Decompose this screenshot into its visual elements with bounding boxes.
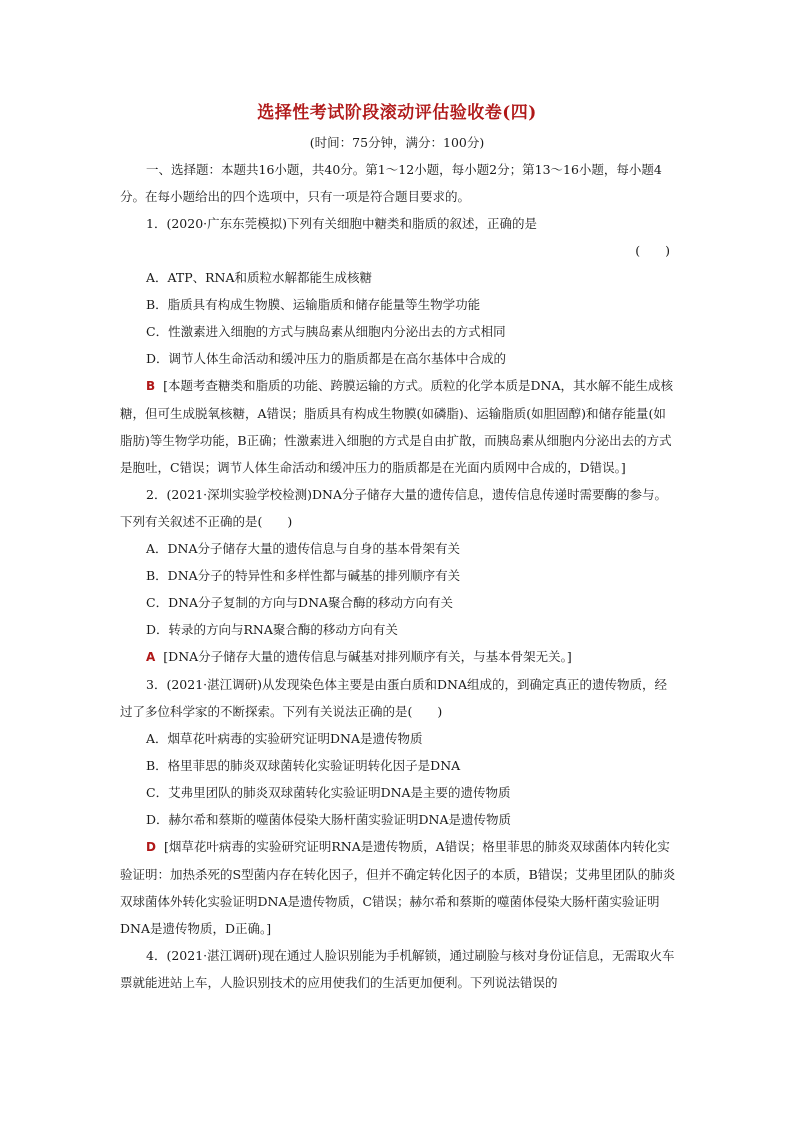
question-stem: 1．(2020·广东东莞模拟)下列有关细胞中糖类和脂质的叙述，正确的是 [146, 216, 537, 231]
explanation-text: [DNA分子储存大量的遗传信息与碱基对排列顺序有关，与基本骨架无关。] [163, 649, 572, 664]
option-a: A．ATP、RNA和质粒水解都能生成核糖 [146, 270, 372, 285]
option-d: D．赫尔希和蔡斯的噬菌体侵染大肠杆菌实验证明DNA是遗传物质 [146, 812, 512, 827]
option-c: C．艾弗里团队的肺炎双球菌转化实验证明DNA是主要的遗传物质 [146, 785, 511, 800]
answer-letter: D [146, 840, 156, 854]
page-title: 选择性考试阶段滚动评估验收卷(四) [257, 103, 537, 123]
answer-letter: A [146, 650, 156, 664]
explanation-text: [本题考查糖类和脂质的功能、跨膜运输的方式。质粒的化学本质是DNA，其水解不能生成核糖，但可生成脱氧核糖，A错误；脂质具有构成生物膜(如磷脂)、运输脂质(如胆固醇)和储存能量(如脂肪)等生物学功能，B正确；性激素进入细胞的方式是自由扩散，而胰岛素从细胞内分泌出去的方式是胞吐，C错误；调节人体生命活动和缓冲压力的脂质都是在光面内质网中合成的，D错误。] [120, 378, 674, 475]
question-stem: 4．(2021·湛江调研)现在通过人脸识别能为手机解锁，通过刷脸与核对身份证信息，无需取火车票就能进站上车，人脸识别技术的应用使我们的生活更加便利。下列说法错误的 [120, 948, 675, 990]
answer-explanation [120, 372, 676, 481]
answer-blank: ( ) [635, 243, 670, 258]
option-d: D．调节人体生命活动和缓冲压力的脂质都是在高尔基体中合成的 [146, 351, 507, 366]
explanation-text: [烟草花叶病毒的实验研究证明RNA是遗传物质，A错误；格里菲思的肺炎双球菌体内转化实验证明：加热杀死的S型菌内存在转化因子，但并不确定转化因子的本质，B错误；艾弗里团队的肺炎双球菌体外转化实验证明DNA是遗传物质，C错误；赫尔希和蔡斯的噬菌体侵染大肠杆菌实验证明DNA是遗传物质，D正确。] [120, 839, 676, 936]
option-d: D．转录的方向与RNA聚合酶的移动方向有关 [146, 622, 398, 637]
exam-time-info: (时间：75分钟，满分：100分) [309, 135, 485, 150]
document-body [120, 156, 676, 996]
section-intro: 一、选择题：本题共16小题，共40分。第1～12小题，每小题2分；第13～16小题，每小题4分。在每小题给出的四个选项中，只有一项是符合题目要求的。 [120, 162, 662, 204]
option-a: A．烟草花叶病毒的实验研究证明DNA是遗传物质 [146, 731, 423, 746]
option-b: B．DNA分子的特异性和多样性都与碱基的排列顺序有关 [146, 568, 461, 583]
option-a: A．DNA分子储存大量的遗传信息与自身的基本骨架有关 [146, 541, 461, 556]
option-b: B．格里菲思的肺炎双球菌转化实验证明转化因子是DNA [146, 758, 461, 773]
answer-letter: B [146, 379, 156, 393]
option-b: B．脂质具有构成生物膜、运输脂质和储存能量等生物学功能 [146, 297, 481, 312]
option-c: C．DNA分子复制的方向与DNA聚合酶的移动方向有关 [146, 595, 454, 610]
answer-explanation [120, 643, 676, 671]
question-stem: 3．(2021·湛江调研)从发现染色体主要是由蛋白质和DNA组成的，到确定真正的遗传物质，经过了多位科学家的不断探索。下列有关说法正确的是( ) [120, 677, 667, 719]
question-stem: 2．(2021·深圳实验学校检测)DNA分子储存大量的遗传信息，遗传信息传递时需要酶的参与。下列有关叙述不正确的是( ) [120, 487, 667, 529]
option-c: C．性激素进入细胞的方式与胰岛素从细胞内分泌出去的方式相同 [146, 324, 506, 339]
answer-explanation [120, 833, 676, 942]
